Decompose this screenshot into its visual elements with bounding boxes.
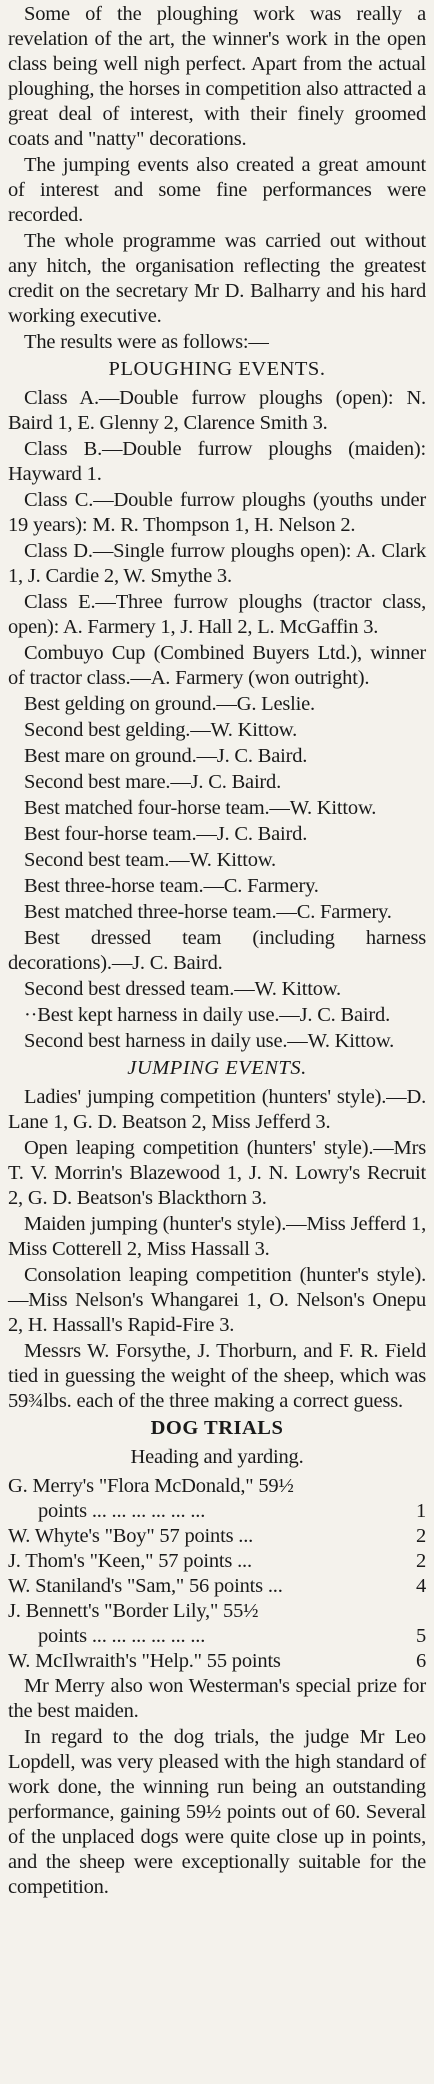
dog-entry (8, 1574, 426, 1599)
result-item: Second best gelding.—W. Kittow. (24, 719, 297, 741)
jumping-heading: JUMPING EVENTS. (127, 1057, 307, 1079)
dog-entry (8, 1599, 426, 1649)
ploughing-heading: PLOUGHING EVENTS. (108, 358, 326, 380)
result-item: Class D.—Single furrow ploughs open): A. Clark 1, J. Cardie 2, W. Smythe 3. (8, 540, 426, 587)
result-item: Best dressed team (including harness decorations).—J. C. Baird. (8, 927, 426, 974)
dog-trials-heading: DOG TRIALS (150, 1417, 284, 1439)
dog-entry (8, 1549, 426, 1574)
intro-paragraph: The results were as follows:— (24, 331, 269, 353)
closing-paragraph: In regard to the dog trials, the judge Mr Leo Lopdell, was very pleased with the high standard of work done, the winning run being an outstanding performance, gaining 59½ points out of 60. Several of the unplaced dogs were quite close up in points, and the sheep were exceptionally suitable for the competition. (8, 1726, 426, 1898)
dog-entry (8, 1524, 426, 1549)
intro-paragraph: Some of the ploughing work was really a revelation of the art, the winner's work in the open class being well nigh perfect. Apart from the actual ploughing, the horses in competition also attracted a great deal of interest, with their finely groomed coats and "natty" decorations. (8, 3, 426, 150)
intro-paragraph: The whole programme was carried out without any hitch, the organisation reflecting the greatest credit on the secretary Mr D. Balharry and his hard working executive. (8, 230, 426, 327)
dog-entry-place: 6 (415, 1650, 426, 1672)
result-item: Combuyo Cup (Combined Buyers Ltd.), winner of tractor class.—A. Farmery (won outright). (8, 642, 426, 689)
dog-entry-place: 1 (415, 1500, 426, 1522)
result-item: Class B.—Double furrow ploughs (maiden): Hayward 1. (8, 438, 426, 485)
result-item: ··Best kept harness in daily use.—J. C. Baird. (24, 1004, 391, 1026)
dog-entry-place: 4 (415, 1575, 426, 1597)
result-item: Second best harness in daily use.—W. Kittow. (24, 1030, 395, 1052)
result-item: Best matched three-horse team.—C. Farmery. (24, 901, 392, 923)
result-item: Second best mare.—J. C. Baird. (24, 771, 282, 793)
jumping-results (8, 1085, 426, 1414)
result-item: Best four-horse team.—J. C. Baird. (24, 823, 308, 845)
result-item: Class A.—Double furrow ploughs (open): N. Baird 1, E. Glenny 2, Clarence Smith 3. (8, 387, 426, 434)
dog-entry-place: 2 (415, 1550, 426, 1572)
dog-entry-points: points ... ... ... ... ... ... (38, 1625, 206, 1647)
dog-entry (8, 1474, 426, 1524)
dog-entry-text: J. Thom's "Keen," 57 points ... (8, 1550, 252, 1572)
dog-entry-points: points ... ... ... ... ... ... (38, 1500, 206, 1522)
dog-trials-subheading: Heading and yarding. (130, 1446, 304, 1468)
dog-entry-text: W. McIlwraith's "Help." 55 points (8, 1650, 281, 1672)
result-item: Best mare on ground.—J. C. Baird. (24, 745, 308, 767)
dog-entry (8, 1649, 426, 1674)
result-item: Second best dressed team.—W. Kittow. (24, 978, 341, 1000)
result-item: Open leaping competition (hunters' style).—Mrs T. V. Morrin's Blazewood 1, J. N. Lowry's Recruit 2, G. D. Beatson's Blackthorn 3. (8, 1137, 426, 1209)
ploughing-results (8, 386, 426, 1054)
dog-entry-text: W. Whyte's "Boy" 57 points ... (8, 1525, 254, 1547)
dog-trials-list (8, 1474, 426, 1674)
result-item: Best gelding on ground.—G. Leslie. (24, 693, 315, 715)
dog-entry-place: 2 (415, 1525, 426, 1547)
result-item: Best three-horse team.—C. Farmery. (24, 875, 319, 897)
dog-entry-place: 5 (415, 1625, 426, 1647)
intro-paragraph: The jumping events also created a great amount of interest and some fine performances were recorded. (8, 154, 426, 226)
result-item: Consolation leaping competition (hunter's style).—Miss Nelson's Whangarei 1, O. Nelson's Onepu 2, H. Hassall's Rapid-Fire 3. (8, 1264, 426, 1336)
result-item: Best matched four-horse team.—W. Kittow. (24, 797, 377, 819)
result-item: Class C.—Double furrow ploughs (youths under 19 years): M. R. Thompson 1, H. Nelson 2. (8, 489, 426, 536)
result-item: Ladies' jumping competition (hunters' style).—D. Lane 1, G. D. Beatson 2, Miss Jefferd 3. (8, 1086, 426, 1133)
closing-paragraph: Mr Merry also won Westerman's special prize for the best maiden. (8, 1675, 426, 1722)
dog-entry-text: J. Bennett's "Border Lily," 55½ (8, 1600, 259, 1622)
result-item: Messrs W. Forsythe, J. Thorburn, and F. R. Field tied in guessing the weight of the sheep, which was 59¾lbs. each of the three making a correct guess. (8, 1340, 426, 1412)
result-item: Class E.—Three furrow ploughs (tractor class, open): A. Farmery 1, J. Hall 2, L. McGaffin 3. (8, 591, 426, 638)
dog-entry-text: G. Merry's "Flora McDonald," 59½ (8, 1475, 294, 1497)
result-item: Maiden jumping (hunter's style).—Miss Jefferd 1, Miss Cotterell 2, Miss Hassall 3. (8, 1213, 426, 1260)
dog-entry-text: W. Staniland's "Sam," 56 points ... (8, 1575, 283, 1597)
result-item: Second best team.—W. Kittow. (24, 849, 276, 871)
